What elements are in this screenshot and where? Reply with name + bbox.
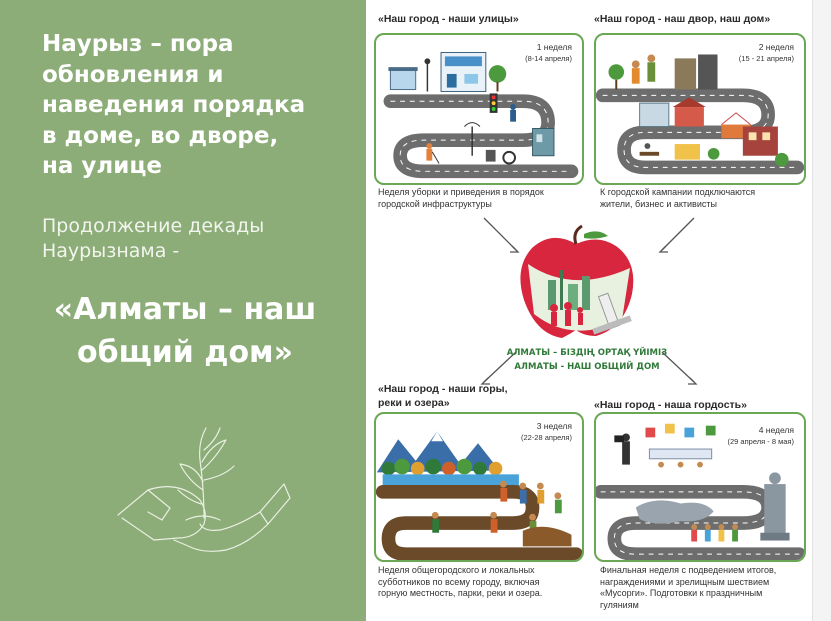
headline: Наурыз – пора обновления и наведения порядка в доме, во дворе, на улице [42,31,306,179]
quadrant-2-caption: К городской кампании подключаются жители, бизнес и активисты [600,187,756,209]
quadrant-3-card [374,412,584,562]
subtitle: Продолжение декады Наурызнама - [42,215,265,262]
parade-icon [645,424,715,468]
viewer-scrollbar[interactable] [812,0,831,621]
left-panel [0,0,366,621]
camera-icon [614,433,630,464]
quadrant-3-title: «Наш город - наши горы, реки и озера» [378,383,508,409]
statue-icon [760,472,789,540]
campaign-slogan: «Алматы – наш общий дом» [53,292,317,370]
banner-icon [649,449,711,459]
river-icon [383,474,519,486]
quadrant-1-title: «Наш город - наши улицы» [378,13,519,25]
right-panel [366,0,812,621]
apple-city-icon [512,224,642,342]
quadrant-4-card [594,412,806,562]
week-4-label: 4 неделя (29 апреля - 8 мая) [727,425,794,446]
quadrant-1-caption: Неделя уборки и приведения в порядок городской инфраструктуры [378,187,544,209]
week-2-label: 2 неделя (15 - 21 апреля) [738,42,794,63]
center-slogan: АЛМАТЫ – БІЗДІҢ ОРТАҚ ҮЙІМІЗ АЛМАТЫ - НАШ ОБЩИЙ ДОМ [506,348,668,372]
quadrant-2-title: «Наш город - наш двор, наш дом» [594,13,771,25]
quadrant-3-caption: Неделя общегородского и локальных субботников по всему городу, включая горную местность, парки, реки и озера. [378,565,543,598]
quadrant-4-caption: Финальная неделя с подведением итогов, награждениями и зрелищным шествием «Мусорги». Подготовки к праздничным гуляниям [600,565,777,610]
hands-sprout-icon [108,420,294,570]
quadrant-4-title: «Наш город - наша гордость» [594,399,747,411]
week-1-label: 1 неделя (8-14 апреля) [525,42,572,63]
week-3-label: 3 неделя (22-28 апреля) [520,421,572,442]
